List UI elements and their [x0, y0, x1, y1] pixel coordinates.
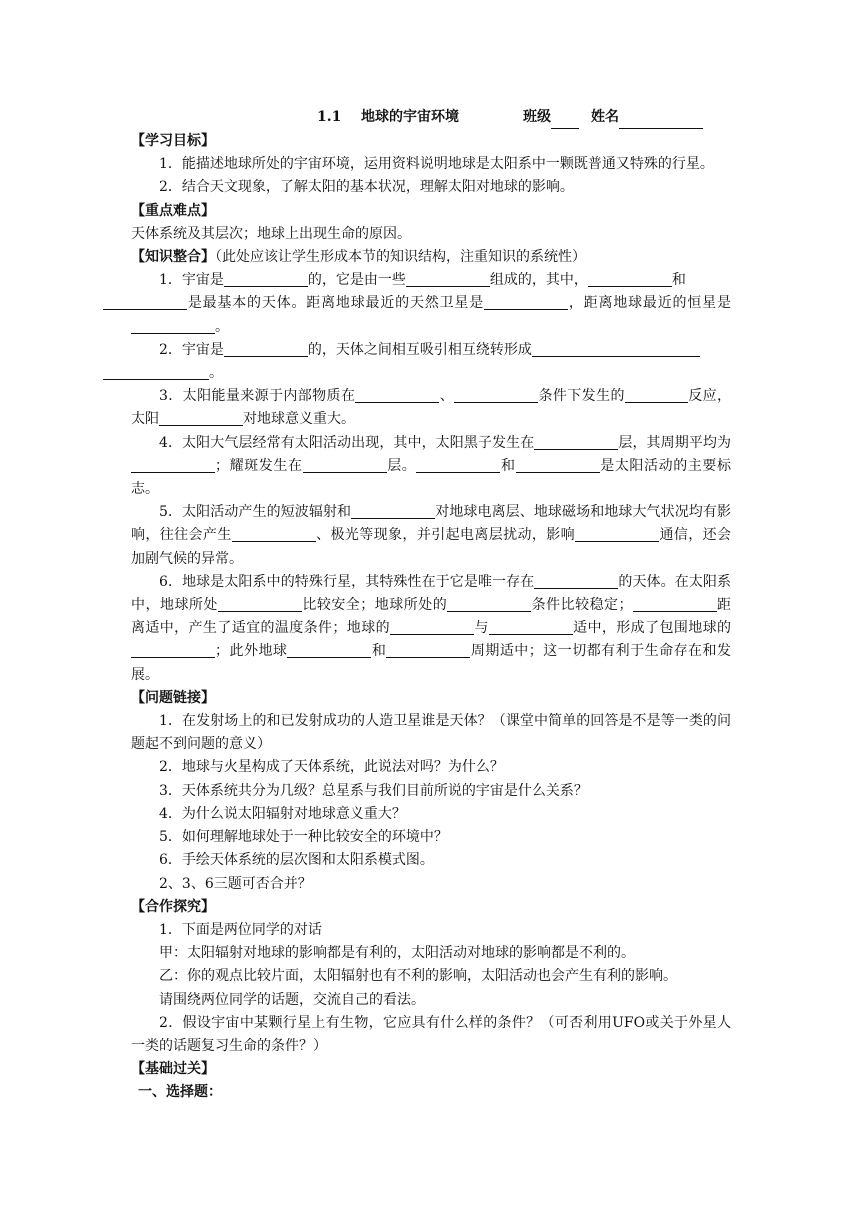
question-item: 3．天体系统共分为几级？总星系与我们目前所说的宇宙是什么关系？ [159, 782, 588, 799]
objective-item: 2．结合天文现象，了解太阳的基本状况，理解太阳对地球的影响。 [159, 179, 574, 196]
knowledge-q6 [131, 571, 731, 687]
lesson-number: 1.1 [317, 109, 342, 125]
question-item: 6．手绘天体系统的层次图和太阳系模式图。 [159, 852, 434, 869]
lesson-title: 地球的宇宙环境 [361, 109, 459, 125]
q5-text: 对地球电离层、地球磁场和地球大气状况均有影响，往往会产生 [131, 504, 731, 544]
cooperation-item: 请围绕两位同学的话题，交流自己的看法。 [159, 991, 425, 1008]
blank [232, 525, 316, 542]
question-item: 4．为什么说太阳辐射对地球意义重大？ [159, 805, 406, 822]
q6-text: 与 [473, 620, 489, 637]
blank [588, 270, 672, 287]
objectives-heading: 【学习目标】 [131, 133, 215, 149]
questions-heading: 【问题链接】 [131, 689, 215, 706]
cooperation-item: 2．假设宇宙中某颗行星上有生物，它应具有什么样的条件？（可否利用UFO或关于外星人一类的话题复习生命的条件？） [131, 1014, 731, 1054]
blank [224, 340, 308, 357]
blank [386, 641, 470, 658]
class-field [523, 106, 551, 129]
question-item: 5．如何理解地球处于一种比较安全的环境中？ [159, 829, 448, 846]
blank [218, 595, 302, 612]
knowledge-q3 [131, 385, 731, 431]
q6-text: 比较安全；地球所处的 [301, 597, 448, 614]
blank [131, 641, 215, 658]
blank [406, 270, 490, 287]
question-item: 2．地球与火星构成了天体系统，此说法对吗？为什么？ [159, 759, 504, 776]
blank [131, 456, 215, 473]
q3-text: 3．太阳能量来源于内部物质在 [159, 388, 356, 405]
name-label: 姓名 [591, 109, 619, 125]
q5-text: 5．太阳活动产生的短波辐射和 [159, 504, 352, 521]
key-points-text: 天体系统及其层次；地球上出现生命的原因。 [131, 225, 411, 242]
knowledge-q2 [131, 339, 731, 385]
class-label: 班级 [523, 109, 551, 125]
q6-text: 距离适中，产生了适宜的温度条件；地球的 [131, 597, 732, 637]
knowledge-heading-line [131, 246, 731, 269]
q2-text: 的，天体之间相互吸引相互绕转形成 [307, 341, 532, 358]
blank [224, 270, 308, 287]
knowledge-note: （此处应该让学生形成本节的知识结构，注重知识的系统性） [215, 249, 586, 266]
knowledge-q5 [131, 501, 731, 571]
blank [390, 618, 474, 635]
blank [633, 595, 717, 612]
q6-text: 6．地球是太阳系中的特殊行星，其特殊性在于它是唯一存在 [159, 573, 535, 590]
q4-text: 是太阳活动的主要标志。 [131, 457, 732, 498]
objective-item: 1．能描述地球所处的宇宙环境，运用资料说明地球是太阳系中一颗既普通又特殊的行星。 [159, 156, 714, 173]
q1-text: 和 [671, 272, 686, 289]
q2-text: 2．宇宙是 [159, 341, 224, 358]
blank [534, 572, 618, 589]
q1-text: 1．宇宙是 [159, 272, 224, 289]
key-points-heading: 【重点难点】 [131, 202, 215, 219]
q4-text: 层，其周期平均为 [618, 434, 732, 451]
q6-text: 条件比较稳定； [531, 597, 633, 614]
blank [287, 641, 371, 658]
blank [516, 456, 600, 473]
q1-text: 的，它是由一些 [307, 272, 406, 289]
blank [303, 456, 387, 473]
q4-text: 和 [500, 457, 516, 474]
cooperation-heading: 【合作探究】 [131, 898, 215, 915]
worksheet-page [131, 100, 731, 1105]
cooperation-item: 1．下面是两位同学的对话 [159, 921, 322, 938]
name-blank [619, 112, 703, 129]
blank [447, 595, 531, 612]
blank [131, 317, 215, 334]
q4-text: 层。 [386, 457, 417, 474]
q3-text: 反应，太阳 [131, 388, 732, 428]
name-field [591, 106, 619, 129]
blank [416, 456, 500, 473]
q1-text: ，距离地球最近的恒星是 [568, 295, 731, 312]
choice-section-title: 一、选择题： [138, 1084, 222, 1101]
q3-text: 条件下发生的 [538, 388, 625, 405]
q6-text: ；此外地球 [215, 643, 288, 660]
class-blank [551, 112, 579, 129]
blank [484, 293, 568, 310]
cooperation-item: 乙：你的观点比较片面，太阳辐射也有不利的影响，太阳活动也会产生有利的影响。 [159, 968, 677, 985]
basics-heading: 【基础过关】 [131, 1061, 215, 1078]
blank [532, 340, 700, 357]
knowledge-q4 [131, 432, 731, 502]
q1-text: 是最基本的天体。距离地球最近的天然卫星是 [187, 295, 485, 312]
question-item: 2、3、6三题可否合并？ [159, 875, 312, 892]
q5-text: 、极光等现象，并引起电离层扰动，影响 [315, 527, 576, 544]
q2-text: 。 [209, 365, 223, 382]
q5-text: 通信，还会加剧气候的异常。 [131, 527, 732, 567]
blank [534, 433, 618, 450]
q1-text: 组成的，其中， [489, 272, 588, 289]
q6-text: 适中，形成了包围地球的 [572, 620, 732, 637]
q3-text: 对地球意义重大。 [243, 411, 355, 428]
blank [575, 525, 659, 542]
blank [159, 409, 243, 426]
blank [103, 293, 187, 310]
q6-text: 和 [371, 643, 387, 660]
question-item: 1．在发射场上的和已发射成功的人造卫星谁是天体？（课堂中简单的回答是不是等一类的问题起不到问题的意义） [131, 713, 731, 753]
q4-text: ；耀斑发生在 [215, 457, 303, 474]
q6-text: 的天体。在太阳系中，地球所处 [131, 573, 732, 614]
blank [454, 386, 538, 403]
q6-text: 周期适中；这一切都有利于生命存在和发展。 [131, 643, 732, 683]
cooperation-item: 甲：太阳辐射对地球的影响都是有利的，太阳活动对地球的影响都是不利的。 [159, 945, 635, 962]
blank [351, 502, 435, 519]
blank [489, 618, 573, 635]
knowledge-heading: 【知识整合】 [131, 249, 215, 266]
q4-text: 4．太阳大气层经常有太阳活动出现，其中，太阳黑子发生在 [159, 434, 535, 451]
q1-text: 。 [215, 318, 229, 335]
q3-text: 、 [439, 388, 455, 405]
knowledge-q1 [131, 269, 731, 339]
blank [625, 386, 688, 403]
title-line [131, 100, 731, 130]
blank [103, 363, 209, 380]
blank [355, 386, 439, 403]
